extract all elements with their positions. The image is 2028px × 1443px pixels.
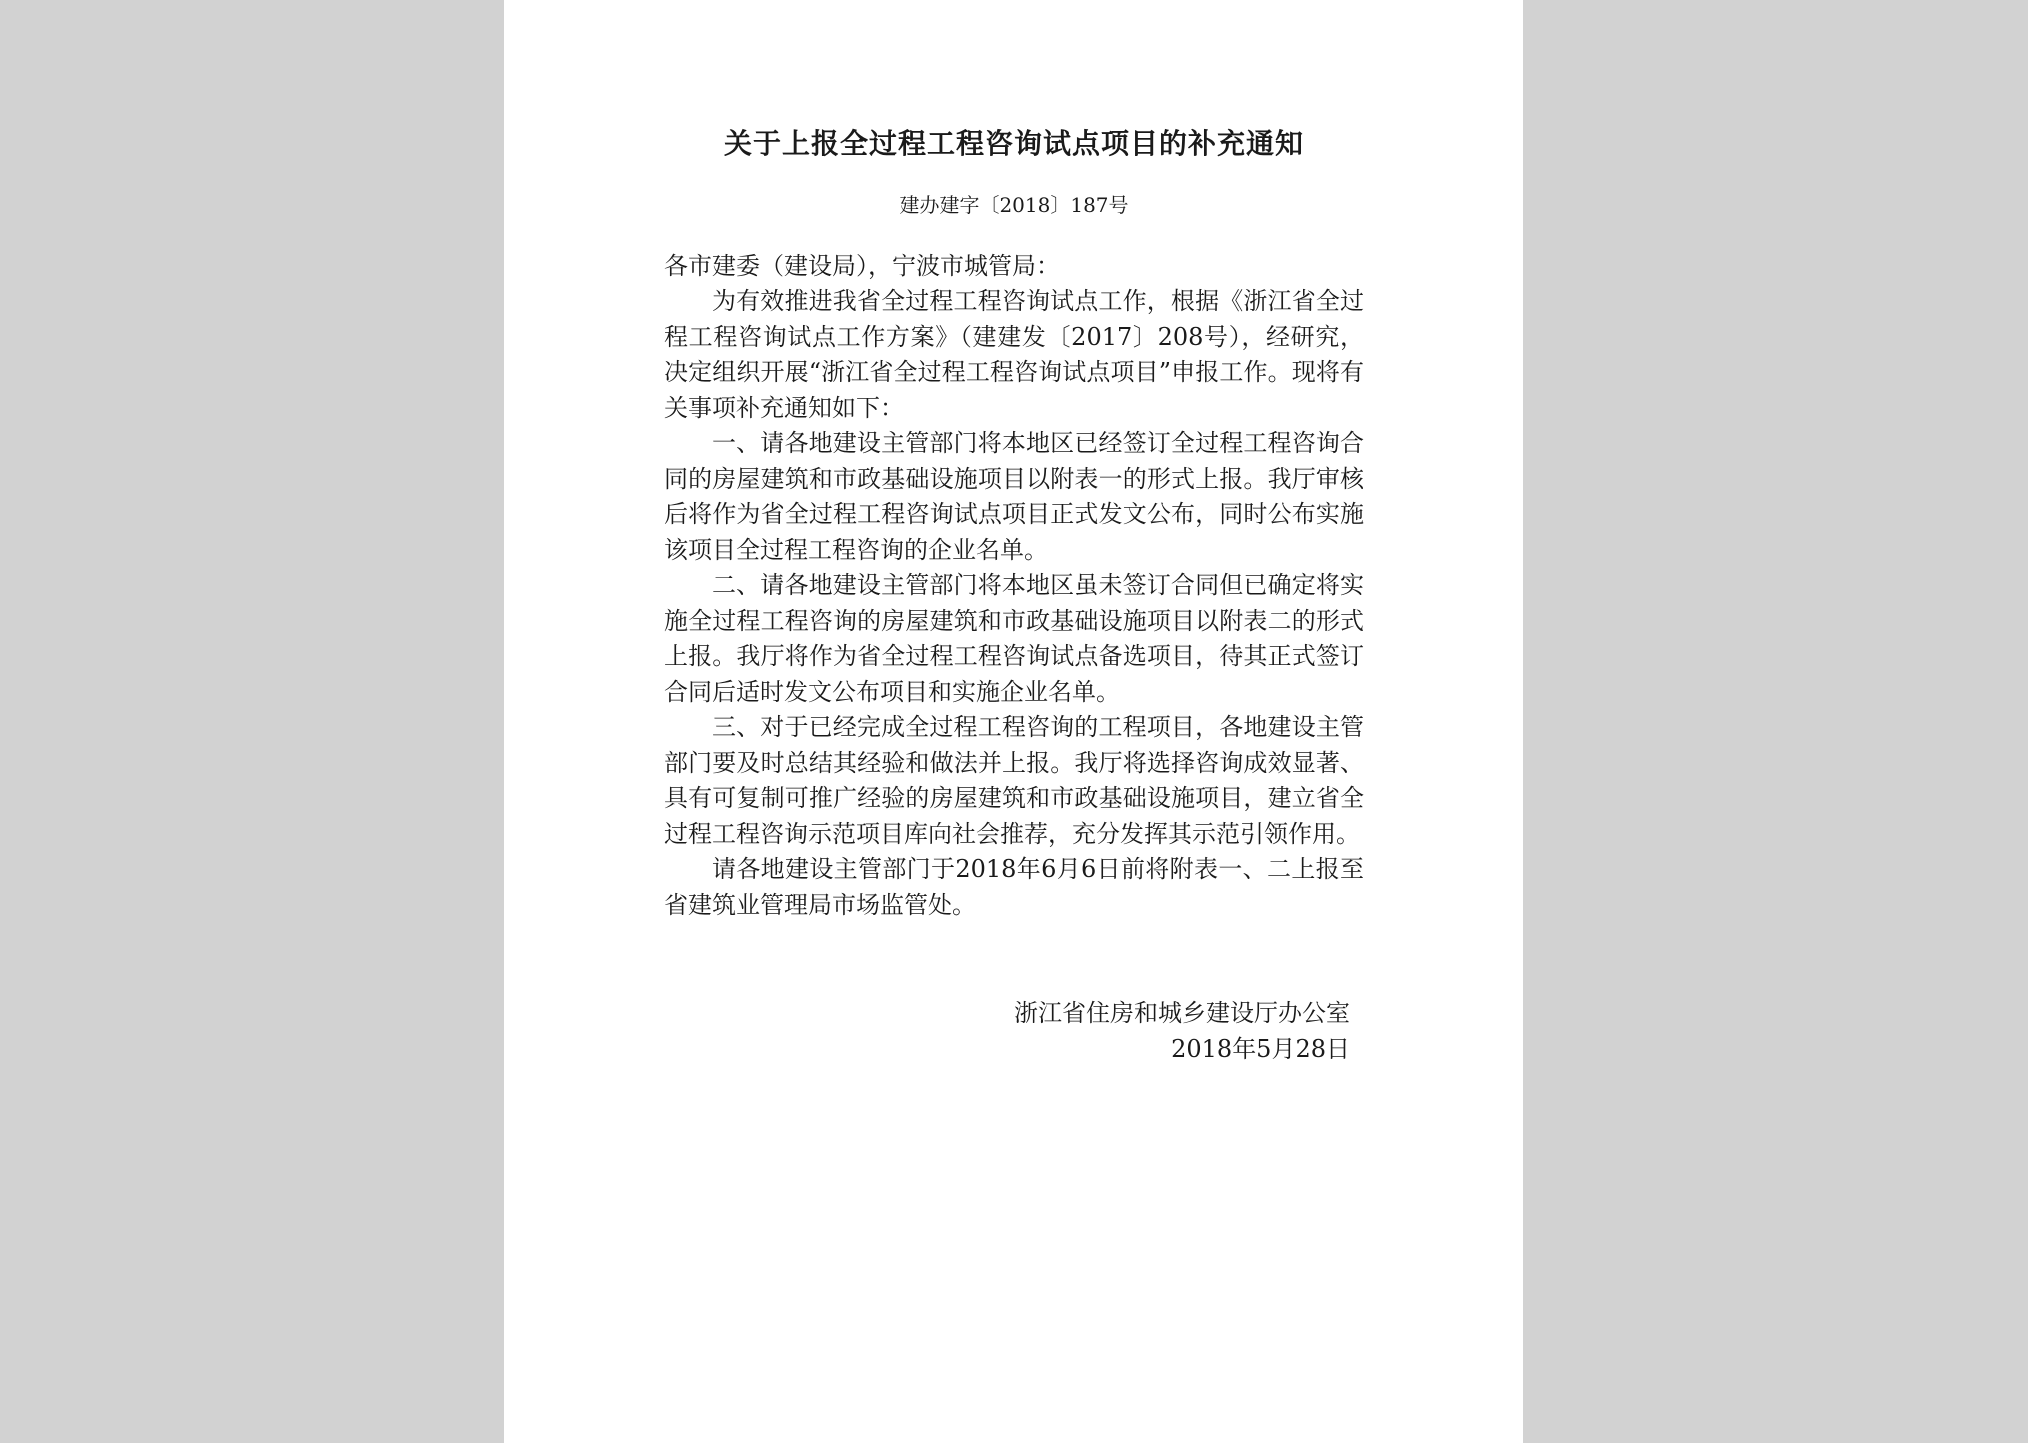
document-content (664, 120, 1364, 1067)
paragraph-deadline: 请各地建设主管部门于2018年6月6日前将附表一、二上报至省建筑业管理局市场监管处。 (664, 855, 1364, 919)
signature-block (664, 995, 1364, 1067)
document-page (504, 0, 1523, 1443)
signature-date: 2018年5月28日 (1171, 1035, 1350, 1063)
paragraph-item-2: 二、请各地建设主管部门将本地区虽未签订合同但已确定将实施全过程工程咨询的房屋建筑和市政基础设施项目以附表二的形式上报。我厅将作为省全过程工程咨询试点备选项目，待其正式签订合同后适时发文公布项目和实施企业名单。 (664, 571, 1364, 706)
paragraph-intro: 为有效推进我省全过程工程咨询试点工作，根据《浙江省全过程工程咨询试点工作方案》（建建发〔2017〕208号），经研究，决定组织开展“浙江省全过程工程咨询试点项目”申报工作。现将有关事项补充通知如下： (664, 287, 1364, 422)
addressee: 各市建委（建设局），宁波市城管局： (664, 252, 1060, 280)
document-title: 关于上报全过程工程咨询试点项目的补充通知 (723, 127, 1304, 160)
paragraph-item-1: 一、请各地建设主管部门将本地区已经签订全过程工程咨询合同的房屋建筑和市政基础设施项目以附表一的形式上报。我厅审核后将作为省全过程工程咨询试点项目正式发文公布，同时公布实施该项目全过程工程咨询的企业名单。 (664, 429, 1364, 564)
document-number: 建办建字〔2018〕187号 (899, 193, 1129, 217)
signature-org: 浙江省住房和城乡建设厅办公室 (1014, 999, 1350, 1027)
paragraph-item-3: 三、对于已经完成全过程工程咨询的工程项目，各地建设主管部门要及时总结其经验和做法并上报。我厅将选择咨询成效显著、具有可复制可推广经验的房屋建筑和市政基础设施项目，建立省全过程工程咨询示范项目库向社会推荐，充分发挥其示范引领作用。 (664, 713, 1364, 848)
